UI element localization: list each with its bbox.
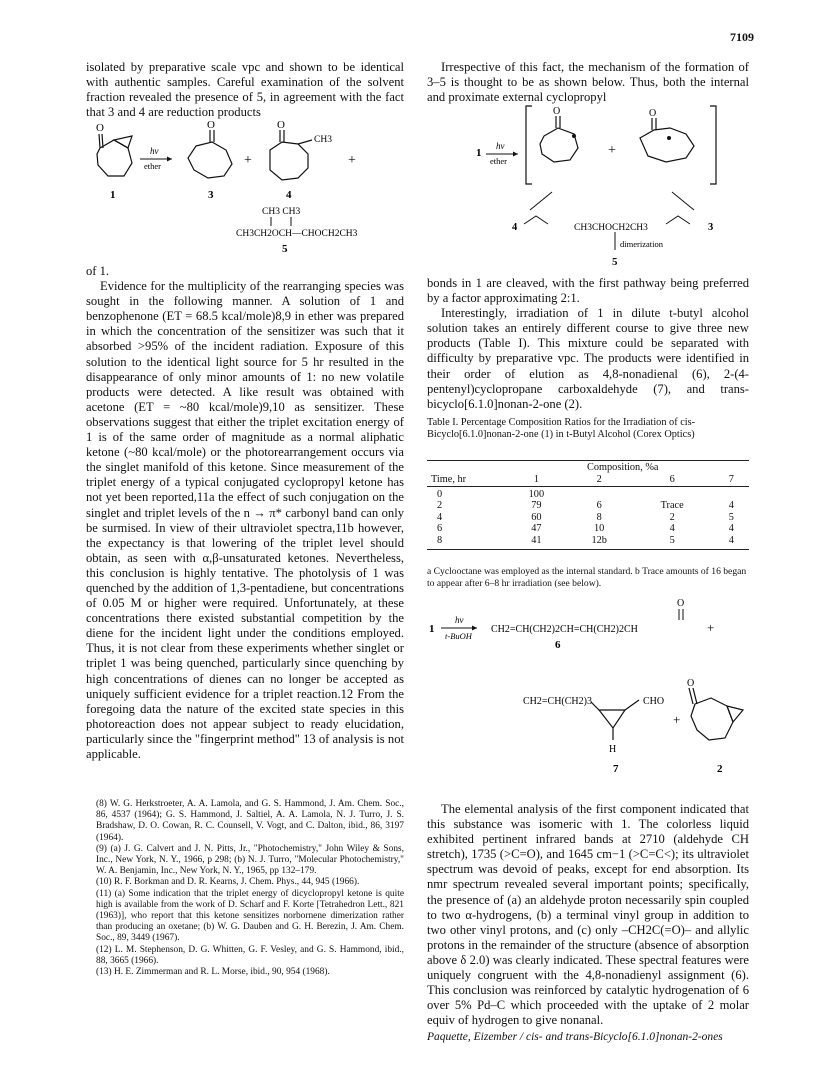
table-cell: 10 (594, 523, 605, 535)
table-cell: 100 (528, 488, 545, 500)
s2-o-b: O (649, 108, 657, 119)
page-footer: Paquette, Eizember / cis- and trans-Bicyclo[6.1.0]nonan-2-ones (427, 1031, 723, 1043)
s3-o-2: O (687, 678, 695, 689)
o-label-1: O (96, 122, 104, 134)
s2-arrow-4 (530, 192, 552, 210)
left-text-1: isolated by preparative scale vpc and shown to be identical with authentic samples. Careful examination of the solvent fraction revealed the presence of 5, in agreement with the fact that 3 and 4 are reduction products (86, 60, 404, 120)
compound-4-structure (270, 130, 312, 180)
label-5: 5 (282, 243, 288, 255)
table-cell: 2 (669, 511, 675, 523)
table-cell: 2 (437, 500, 443, 512)
table-header-cell: Time, hr (431, 474, 467, 485)
table-cell: 4 (728, 534, 734, 546)
s3-label-2: 2 (717, 763, 723, 775)
compound-2-structure (689, 688, 743, 740)
table-cell: 5 (728, 511, 734, 523)
s2-o-a: O (553, 106, 561, 117)
table-cell: Trace (660, 500, 684, 512)
s3-hv: hν (455, 615, 464, 625)
table-cell (568, 489, 631, 501)
ch3-label-4: CH3 (314, 135, 332, 145)
reference-8: (8) W. G. Herkstroeter, A. A. Lamola, and G. S. Hammond, J. Am. Chem. Soc., 86, 4537 (1964); G. S. Hammond, J. Saltiel, A. A. Lamola, N. J. Turro, J. S. Bradshaw, D. O. Cowan, R. C. Counsell, V. Vogt, and C. Dalton, ibid., 86, 3197 (1964). (96, 799, 404, 843)
s2-label-1: 1 (476, 147, 482, 159)
table-cell: 4 (437, 511, 443, 523)
right-paragraph-1 (427, 60, 749, 105)
arrowhead-1 (167, 157, 172, 162)
table-row (427, 535, 749, 547)
table-cell: 79 (531, 500, 542, 512)
table-bottom-rule (427, 549, 749, 550)
radical-dot-a (572, 134, 576, 138)
s2-bracket (526, 106, 716, 184)
s2-arrow-3 (672, 192, 694, 210)
s3-solvent: t-BuOH (445, 631, 472, 641)
s3-label-6: 6 (555, 639, 561, 651)
table-group-header: Composition, %a (587, 462, 659, 473)
s3-arrowhead (472, 626, 477, 631)
left-text-of1: of 1. (86, 264, 110, 278)
s3-substituent-7: CH2=CH(CH2)3 (523, 696, 592, 707)
s3-label-7: 7 (613, 763, 619, 775)
table-header-cell: 7 (728, 474, 734, 485)
s3-label-1: 1 (429, 623, 435, 635)
compound-7-ring (591, 700, 639, 740)
s2-middle: CH3CHOCH2CH3 (574, 223, 648, 233)
right-text-4: The elemental analysis of the first component indicated that this substance was isomeric with 1. The colorless liquid exhibited pertinent infrared bands at 2710 (aldehyde CH stretch), 1735 (>C=O), and 1645 cm−1 (>C=C<); its ultraviolet spectrum was devoid of peaks, except for end absorption. Its nmr spectrum revealed several important points; specifically, the presence of (a) an aldehyde proton necessarily spin coupled to two α-hydrogens, (b) a terminal vinyl group in addition to two other vinyl protons, and (c) only –CH2C(=O)– and allylic protons in the remainder of the structure (absence of absorption above δ 2.0) was clearly indicated. These spectral features were uniquely congruent with the 4,8-nonadienyl assignment (6). This conclusion was reinforced by catalytic hydrogenation of 6 over 5% Pd–C which proceeded with the uptake of 2 molar equiv of hydrogen to give nonanal. (427, 802, 749, 1028)
table-row (427, 523, 749, 535)
right-text-3: Interestingly, irradiation of 1 in dilute t-butyl alcohol solution takes an entirely different course to give three new products (Table I). This mixture could be separated with difficulty by preparative vpc. The products were identified in their order of elution as 4,8-nonadienal (6), 2-(4-pentenyl)cyclopropane carboxaldehyde (7), and trans-bicyclo[6.1.0]nonan-2-one (2). (427, 306, 749, 411)
left-paragraph-1 (86, 60, 404, 120)
table-row (427, 512, 749, 524)
scheme-2-mechanism (470, 104, 740, 254)
right-paragraph-2 (427, 276, 749, 412)
s2-hv: hν (496, 141, 505, 151)
label-1: 1 (110, 189, 116, 201)
reference-11: (11) (a) Some indication that the triplet energy of dicyclopropyl ketone is quite high is available from the work of D. Scharf and F. Korte [Tetrahedron Lett., 821 (1963)], who report that this ketone sensitizes norbornene dimerization rather than producing an oxetane; (b) W. G. Dauben and G. H. Berezin, J. Am. Chem. Soc., 89, 3449 (1967). (96, 888, 404, 944)
scheme-3-products (427, 594, 749, 788)
left-text-2: Evidence for the multiplicity of the rearranging species was sought in the following manner. A solution of 1 and benzophenone (ET = 68.5 kcal/mole)8,9 in ether was prepared in which the concentration of the sensitizer was such that it absorbed >95% of the incident radiation. Exposure of this solution to the identical light source for 5 hr resulted in the disappearance of only minor amounts of 1: no new volatile products were detected. A like result was obtained with acetone (ET = ~80 kcal/mole)9,10 as sensitizer. These observations suggest that either the triplet excitation energy of 1 is of the same order of magnitude as a normal aliphatic ketone (~80 kcal/mole) or the photorearrangement occurs via the singlet manifold of this ketone. Since measurement of the triplet energy of a typical conjugated cyclopropyl ketone has not yet been reported,11a the effect of such conjugation on the singlet and triplet levels of the n → π* carbonyl band can only be surmised. In view of their ultraviolet spectra,11b however, the expectancy is that lowering of the triplet level should obtain, as seen with α,β-unsaturated ketones. Nevertheless, this conclusion is highly tentative. The photolysis of 1 was quenched by the addition of 1,3-pentadiene, but concentrations of 0.05 M or higher were required. Unfortunately, at these concentrations there existed substantial competition by the diene for the incident light under the conditions employed. Thus, it is not clear from these experiments whether singlet or triplet 1 was being quenched, particularly since quenching by high concentrations of dienes can no longer be accepted as uniquely sufficient evidence for a triplet reaction.12 From the foregoing data the nature of the excited state species in this photoreaction does not appear subject to ready elucidation, particularly since the "fingerprint method" 13 of analysis is not applicable. (86, 279, 404, 761)
table-cell: 12b (591, 534, 607, 546)
table-header-cell: 2 (596, 474, 602, 485)
table-cell: 4 (669, 523, 675, 535)
s2-plus: + (608, 143, 616, 158)
table-cell: 4 (728, 500, 734, 512)
table-header-cell: 6 (669, 474, 675, 485)
table-cell: 6 (596, 500, 602, 512)
s3-h: H (609, 744, 617, 755)
table-cell: 47 (531, 523, 542, 535)
s2-solvent: ether (490, 156, 507, 166)
s2-label-5: 5 (612, 256, 618, 268)
s2-arrowhead (513, 152, 518, 157)
table-cell: 0 (437, 488, 443, 500)
plus-1: + (244, 153, 252, 168)
table-cell: 6 (437, 523, 443, 535)
table-cell: 5 (669, 534, 675, 546)
s2-fragment-3 (666, 216, 690, 224)
page-number: 7109 (730, 30, 754, 44)
s3-cho: CHO (643, 696, 665, 707)
right-paragraph-4 (427, 802, 749, 1028)
table-container (427, 460, 749, 550)
scheme-1-structures (86, 118, 406, 263)
right-text-1: Irrespective of this fact, the mechanism of the formation of 3–5 is thought to be as shown below. Thus, both the internal and proximate external cyclopropyl (427, 60, 749, 105)
table-cell (714, 489, 749, 501)
s2-fragment-4 (524, 216, 548, 224)
s2-label-4: 4 (512, 222, 518, 233)
table-cell: 4 (728, 523, 734, 535)
reference-10: (10) R. F. Borkman and D. R. Kearns, J. Chem. Phys., 44, 945 (1966). (96, 877, 360, 888)
table-cell: 60 (531, 511, 542, 523)
table-cell: 8 (596, 511, 602, 523)
table-cell: 8 (437, 534, 443, 546)
right-text-2: bonds in 1 are cleaved, with the first pathway being preferred by a factor approximating 2:1. (427, 276, 749, 306)
compound-5-top: CH3 CH3 (262, 207, 301, 217)
s3-formula-6: CH2=CH(CH2)2CH=CH(CH2)2CH (491, 624, 638, 635)
table-row (427, 489, 749, 501)
compound-3-structure (188, 130, 232, 178)
label-4: 4 (286, 189, 292, 201)
table-header-row (427, 474, 749, 486)
table-group-header-row (427, 461, 749, 474)
left-paragraph-2 (86, 264, 404, 762)
compound-5-formula: CH3CH2OCH—CHOCH2CH3 (236, 229, 358, 239)
reference-13: (13) H. E. Zimmerman and R. L. Morse, ibid., 90, 954 (1968). (96, 967, 330, 978)
s3-plus-1: + (707, 620, 715, 635)
reference-9: (9) (a) J. G. Calvert and J. N. Pitts, Jr., "Photochemistry," John Wiley & Sons, Inc., New York, N. Y., 1966, p 298; (b) N. J. Turro, "Molecular Photochemistry," W. A. Benjamin, Inc., New York, N. Y., 1965, pp 132–179. (96, 843, 404, 877)
radical-dot-b (667, 136, 671, 140)
o-label-3: O (207, 119, 215, 131)
table-cell: 41 (531, 534, 542, 546)
s2-label-3: 3 (708, 222, 714, 233)
label-3: 3 (208, 189, 214, 201)
table-row (427, 500, 749, 512)
o-label-4: O (277, 119, 285, 131)
table-cell (631, 489, 714, 501)
solvent-label-1: ether (144, 161, 161, 171)
table-footnote: a Cyclooctane was employed as the internal standard. b Trace amounts of 16 began to appear after 6–8 hr irradiation (see below). (427, 566, 747, 589)
plus-2: + (348, 153, 356, 168)
reference-12: (12) L. M. Stephenson, D. G. Whitten, G. F. Vesley, and G. S. Hammond, ibid., 88, 3665 (1966). (96, 944, 404, 966)
references (86, 799, 404, 978)
s3-o: O (677, 598, 685, 609)
hv-label-1: hν (150, 146, 159, 156)
s3-plus-2: + (673, 712, 681, 727)
compound-1-structure (97, 134, 132, 176)
composition-table (427, 474, 749, 547)
table-header-cell: 1 (533, 474, 539, 485)
table-caption: Table I. Percentage Composition Ratios for the Irradiation of cis-Bicyclo[6.1.0]nonan-2-one (1) in t-Butyl Alcohol (Corex Optics) (427, 417, 696, 440)
s2-dimerization: dimerization (620, 239, 663, 249)
